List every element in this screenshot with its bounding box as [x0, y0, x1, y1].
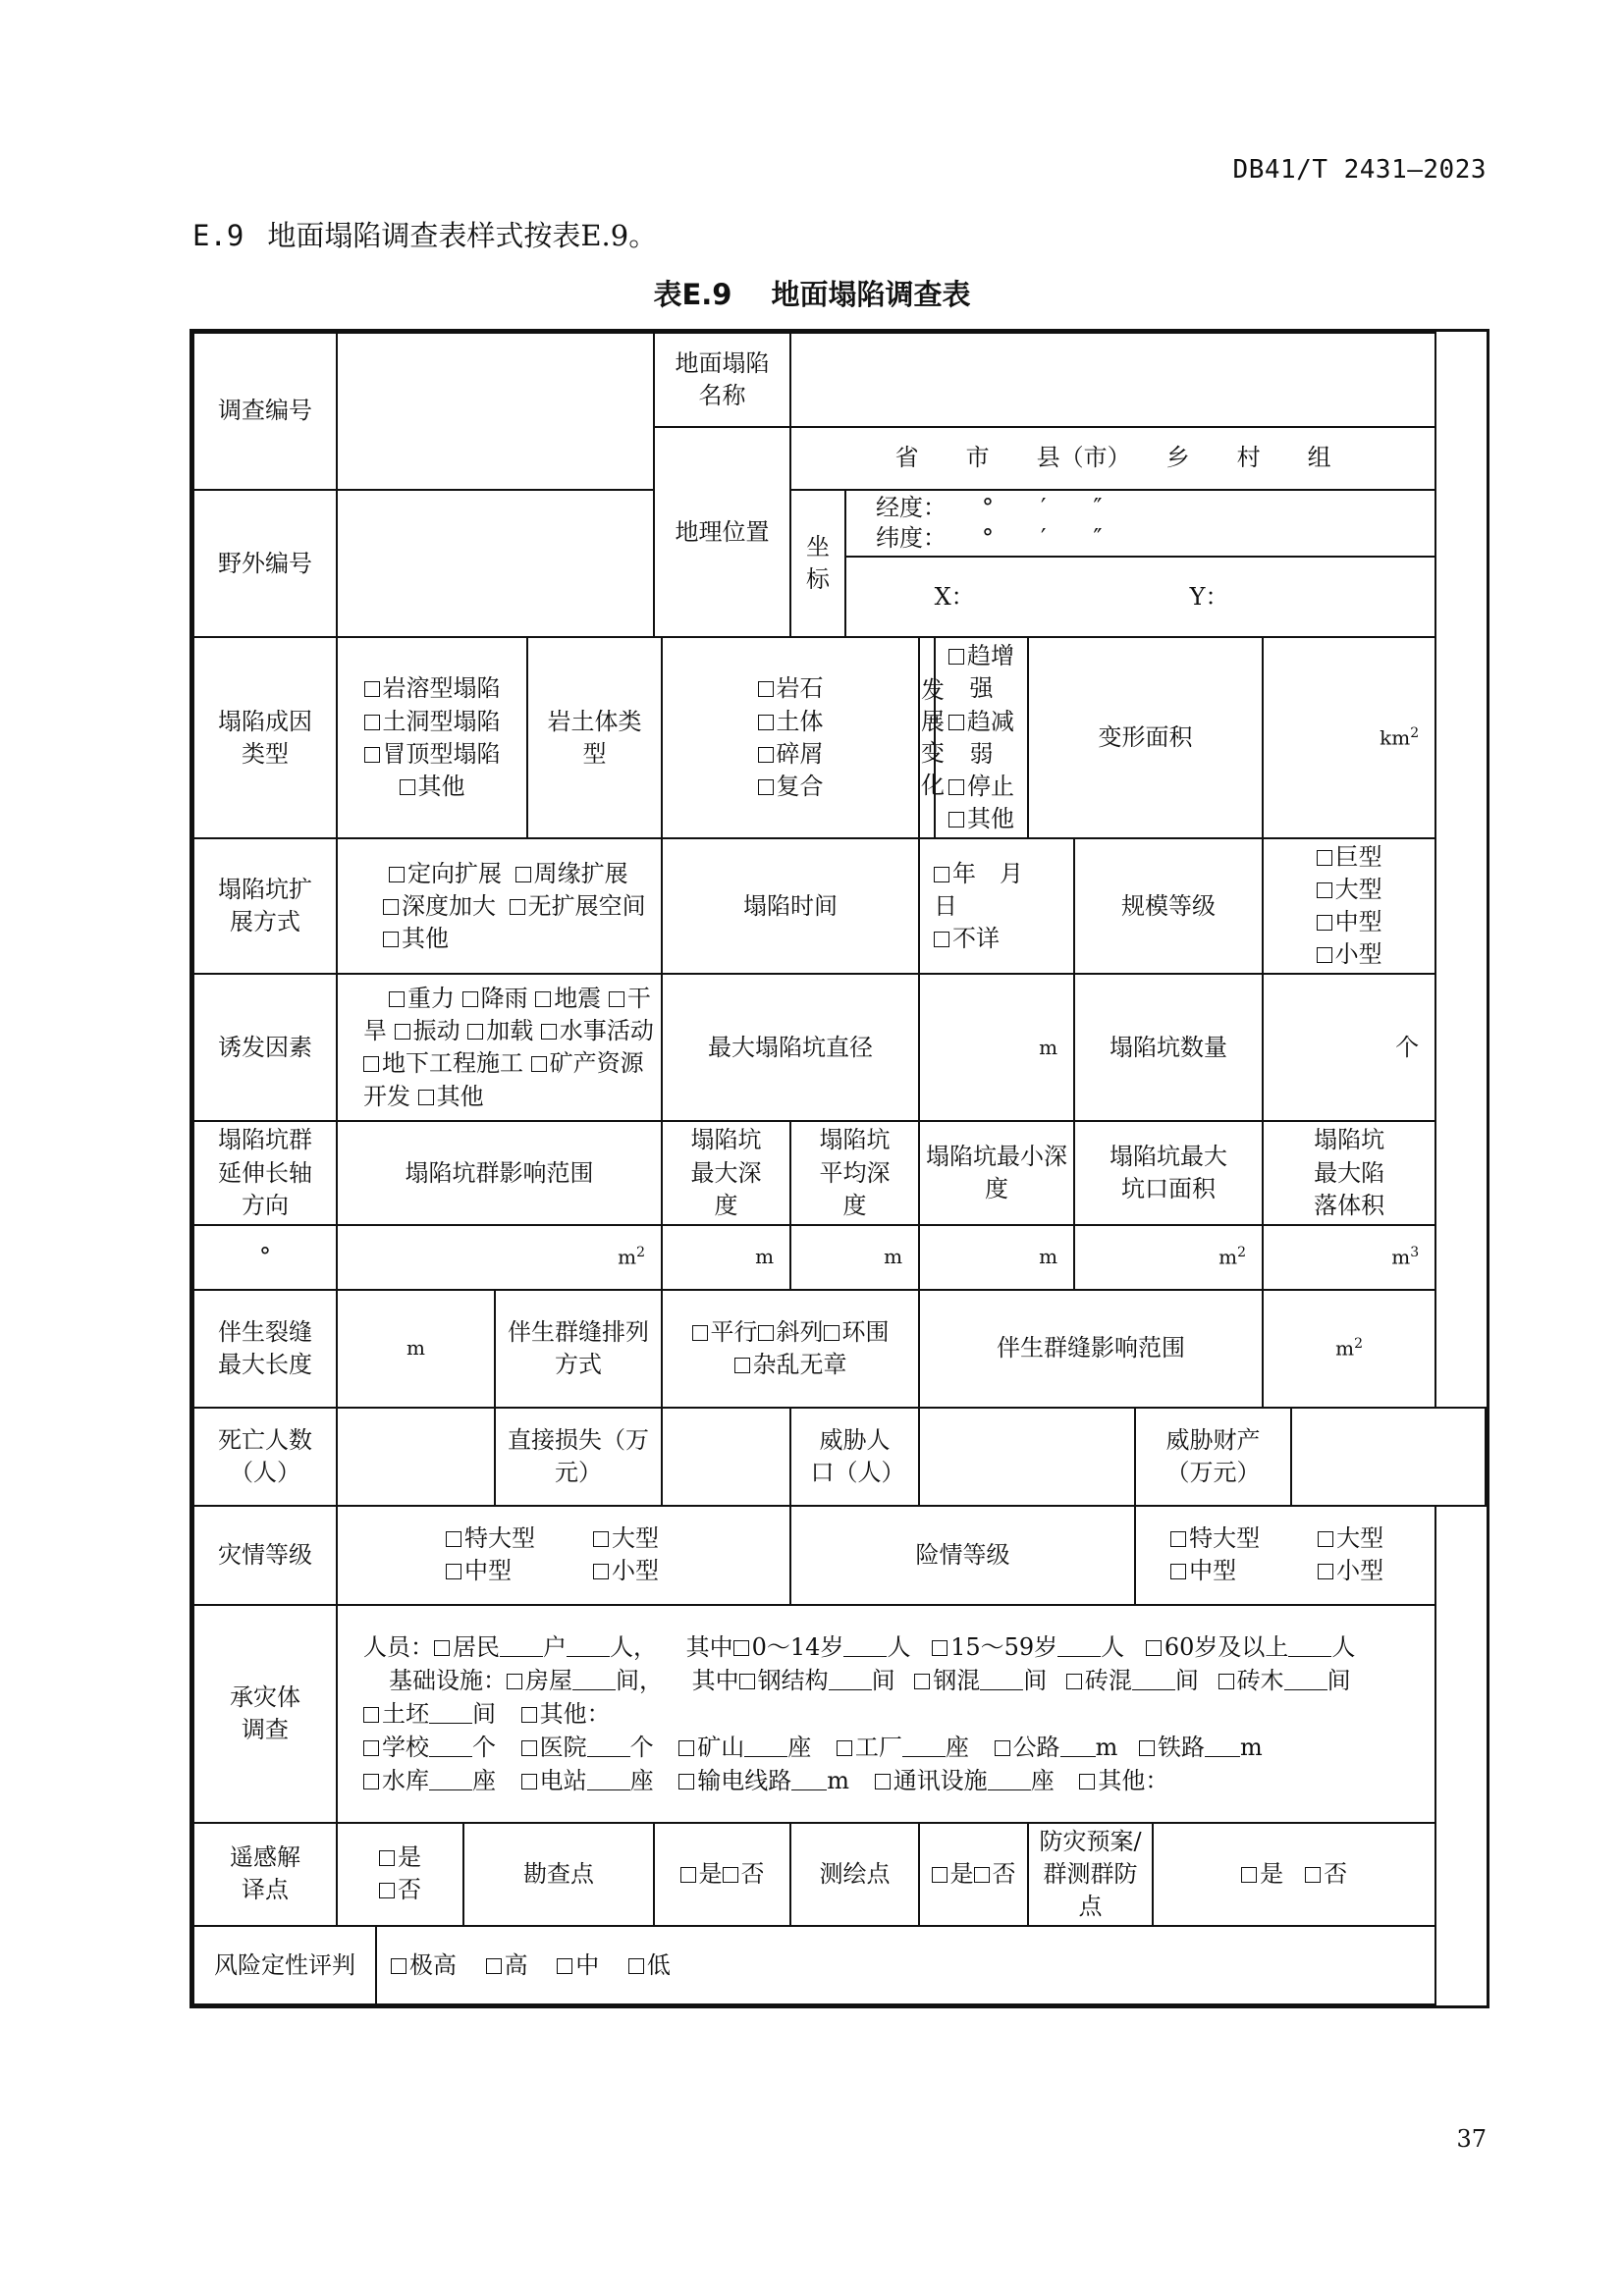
min-depth-text: 塌陷坑最小深度: [926, 1143, 1068, 1203]
cause-type-label: [193, 637, 337, 838]
bearer-utility-line: [363, 1764, 1429, 1797]
grade-option[interactable]: 特大型: [446, 1522, 593, 1555]
bearer-label: [193, 1605, 337, 1823]
brick-wood-label: 砖木: [1236, 1666, 1284, 1694]
crack-len-text: 伴生裂缝最大长度: [218, 1317, 312, 1378]
crack-option[interactable]: 环围: [824, 1318, 890, 1346]
grade-option[interactable]: 中型: [446, 1555, 593, 1587]
no-option[interactable]: [344, 1874, 457, 1906]
hospital-input[interactable]: [587, 1735, 630, 1757]
dev-trend-options: [935, 637, 1028, 838]
axis-dir-text: 塌陷坑群延伸长轴方向: [218, 1126, 312, 1219]
unit-jian: 间: [1174, 1666, 1199, 1694]
section-intro: [192, 214, 657, 254]
danger-grade-label: 险情等级: [790, 1506, 1135, 1605]
unit-m: m: [1391, 1245, 1411, 1269]
rs-point-options: [337, 1823, 463, 1926]
risk-option[interactable]: 低: [628, 1951, 671, 1979]
risk-options: [376, 1926, 1435, 2004]
earth-label: 土坯: [382, 1699, 429, 1728]
bearer-earth-line: [363, 1697, 1429, 1731]
unit-ren: 人: [887, 1632, 911, 1661]
unit-m: m: [755, 1245, 775, 1268]
rs-point-text: 遥感解译点: [230, 1843, 300, 1904]
max-mouth-label: [1074, 1121, 1263, 1224]
max-diameter-value[interactable]: [919, 974, 1074, 1121]
page-number: 37: [1456, 2125, 1487, 2153]
unit-zuo: 座: [1030, 1766, 1055, 1794]
mapping-point-options: [919, 1823, 1028, 1926]
expand-option[interactable]: 定向扩展: [389, 860, 502, 887]
age-0-14-input[interactable]: [843, 1634, 887, 1657]
cause-option[interactable]: 冒顶型塌陷: [344, 738, 520, 771]
age-0-14: 0～14岁: [751, 1632, 844, 1661]
max-diameter-label: 最大塌陷坑直径: [662, 974, 919, 1121]
trigger-option[interactable]: 重力: [389, 985, 455, 1012]
collapse-time-value[interactable]: [919, 838, 1074, 974]
crack-arr-label: [495, 1290, 662, 1408]
unit-m: m: [1095, 1733, 1118, 1761]
school-input[interactable]: [429, 1735, 472, 1757]
reservoir-input[interactable]: [429, 1768, 472, 1790]
trigger-option[interactable]: 地震: [535, 985, 601, 1012]
unit-deg: °: [259, 1243, 271, 1271]
unit-sq: 2: [1237, 1244, 1247, 1260]
section-number: E.9: [192, 219, 244, 252]
pit-count-label: 塌陷坑数量: [1074, 974, 1263, 1121]
yes-option[interactable]: [344, 1842, 457, 1874]
trend-option[interactable]: 停止: [942, 771, 1021, 803]
crack-option[interactable]: 平行: [692, 1318, 758, 1346]
crack-arr-options: [662, 1290, 919, 1408]
trigger-option[interactable]: 地下工程施工: [363, 1049, 523, 1077]
power-line-input[interactable]: [791, 1768, 827, 1790]
max-fall-value[interactable]: [1263, 1225, 1435, 1290]
cause-option[interactable]: 岩溶型塌陷: [344, 672, 520, 705]
deaths-value[interactable]: [337, 1408, 495, 1506]
infra-label: 基础设施：: [389, 1666, 507, 1694]
unit-hu: 户: [543, 1632, 567, 1661]
comm-label: 通讯设施: [893, 1766, 988, 1794]
mine-label: 矿山: [697, 1733, 745, 1761]
field-no-label: 野外编号: [193, 490, 337, 637]
disaster-grade-options: [337, 1506, 790, 1605]
unit-km: km: [1380, 725, 1411, 750]
coord-char-2: 标: [806, 565, 831, 594]
expand-mode-label: [193, 838, 337, 974]
brick-concrete-label: 砖混: [1084, 1666, 1132, 1694]
bearer-text: 承灾体调查: [230, 1682, 300, 1743]
expand-option[interactable]: 周缘扩展: [515, 860, 628, 887]
unit-m: m: [1039, 1245, 1058, 1268]
grade-option[interactable]: 大型: [593, 1522, 681, 1555]
latitude: 纬度： ° ′ ″: [876, 524, 1103, 553]
yes-label: 是: [698, 1859, 723, 1888]
scale-option[interactable]: 小型: [1270, 938, 1429, 971]
cause-type-text: 塌陷成因类型: [218, 707, 312, 768]
unit-zuo: 座: [629, 1766, 654, 1794]
deaths-label: [193, 1408, 337, 1506]
persons-label: 人员：: [363, 1632, 434, 1661]
trend-option[interactable]: 趋增强: [942, 640, 1021, 705]
plan-point-options: [1153, 1823, 1435, 1926]
age-60-plus-input[interactable]: [1288, 1634, 1331, 1657]
coord-char-1: 坐: [806, 533, 831, 561]
age-60-plus: 60岁及以上: [1164, 1632, 1289, 1661]
dev-trend-text: 发展变化: [921, 675, 946, 799]
collapse-survey-form: [192, 332, 1487, 2005]
direct-loss-value[interactable]: [662, 1408, 790, 1506]
no-label: 否: [992, 1859, 1016, 1888]
station-label: 电站: [539, 1766, 587, 1794]
trigger-option[interactable]: 加载: [467, 1017, 533, 1044]
among-label: 其中: [691, 1666, 739, 1694]
date-line[interactable]: [934, 858, 1067, 923]
yes-label: 是: [1260, 1859, 1284, 1888]
max-fall-label: [1263, 1121, 1435, 1224]
field-no-value[interactable]: [337, 490, 654, 637]
cause-type-options: [337, 637, 527, 838]
soil-option[interactable]: 复合: [669, 771, 912, 803]
resident-persons-input[interactable]: [567, 1634, 610, 1657]
danger-grade-options: [1135, 1506, 1435, 1605]
trigger-option[interactable]: 矿产资源开发: [363, 1049, 644, 1110]
hospital-label: 医院: [539, 1733, 587, 1761]
table-title: [0, 273, 1624, 313]
max-depth-value[interactable]: [662, 1225, 790, 1290]
yes-label: 是: [949, 1859, 974, 1888]
min-depth-value[interactable]: [919, 1225, 1074, 1290]
unit-m: m: [618, 1245, 637, 1269]
survey-no-value[interactable]: [337, 333, 654, 490]
resident-households-input[interactable]: [500, 1634, 543, 1657]
age-15-59-input[interactable]: [1057, 1634, 1101, 1657]
unit-ren: 人，: [610, 1632, 657, 1661]
unit-zuo: 座: [472, 1766, 496, 1794]
scale-option[interactable]: 中型: [1270, 906, 1429, 938]
risk-option[interactable]: 高: [486, 1951, 528, 1979]
expand-mode-text: 塌陷坑扩展方式: [218, 876, 312, 936]
soil-type-text: 岩土体类型: [547, 707, 642, 768]
rc-input[interactable]: [980, 1668, 1023, 1690]
date-text: 年 月 日: [934, 859, 1048, 920]
no-option[interactable]: [1305, 1860, 1347, 1888]
max-fall-text: 塌陷坑最大陷落体积: [1314, 1126, 1385, 1219]
unit-sq: 2: [1410, 724, 1420, 741]
no-label: 否: [398, 1876, 421, 1904]
threat-pop-label: [790, 1408, 919, 1506]
influence-value[interactable]: [337, 1225, 662, 1290]
direct-loss-label: 直接损失（万元）: [495, 1408, 662, 1506]
threat-prop-value[interactable]: [1291, 1408, 1486, 1506]
grade-option[interactable]: 中型: [1170, 1555, 1318, 1587]
comm-input[interactable]: [988, 1768, 1031, 1790]
expand-option[interactable]: 深度加大: [383, 892, 496, 920]
bearer-facility-line: [363, 1731, 1429, 1764]
steel-input[interactable]: [829, 1668, 872, 1690]
unit-jian: 间: [871, 1666, 895, 1694]
grade-option[interactable]: 小型: [593, 1555, 681, 1587]
among-label: 其中: [685, 1632, 733, 1661]
yes-option[interactable]: [680, 1860, 723, 1888]
brick-wood-input[interactable]: [1284, 1668, 1327, 1690]
max-depth-label: [662, 1121, 790, 1224]
plan-point-label: [1028, 1823, 1153, 1926]
admin-location-line: 省 市 县（市） 乡 村 组: [790, 427, 1435, 490]
soil-type-label: [527, 637, 662, 838]
scale-option[interactable]: 巨型: [1270, 841, 1429, 874]
min-depth-label: [919, 1121, 1074, 1224]
disaster-grade-label: 灾情等级: [193, 1506, 337, 1605]
scale-grade-options: [1263, 838, 1435, 974]
soil-option[interactable]: 碎屑: [669, 738, 912, 771]
reservoir-label: 水库: [382, 1766, 429, 1794]
max-mouth-text: 塌陷坑最大坑口面积: [1110, 1143, 1228, 1203]
crack-range-value[interactable]: [1263, 1290, 1435, 1408]
max-depth-text: 塌陷坑最大深度: [690, 1126, 762, 1219]
soil-type-options: [662, 637, 919, 838]
section-text: 地面塌陷调查表样式按表E.9。: [267, 219, 658, 252]
table-number: 表E.9: [653, 278, 732, 311]
longitude: 经度： ° ′ ″: [876, 494, 1103, 521]
crack-option[interactable]: 斜列: [758, 1318, 824, 1346]
house-input[interactable]: [572, 1668, 616, 1690]
unit-jian: 间: [472, 1699, 496, 1728]
threat-pop-value[interactable]: [919, 1408, 1135, 1506]
other-label: 其他：: [1098, 1766, 1169, 1794]
threat-prop-label: [1135, 1408, 1291, 1506]
unit-zuo: 座: [787, 1733, 812, 1761]
unit-m: m: [827, 1766, 850, 1794]
road-label: 公路: [1012, 1733, 1060, 1761]
axis-dir-label: [193, 1121, 337, 1224]
no-label: 否: [740, 1859, 765, 1888]
unknown-text: 不详: [952, 924, 1001, 952]
mapping-point-label: 测绘点: [790, 1823, 919, 1926]
pit-count-value[interactable]: [1263, 974, 1435, 1121]
deaths-text: 死亡人数（人）: [218, 1425, 312, 1486]
unit-sq: 2: [636, 1244, 646, 1260]
station-input[interactable]: [587, 1768, 630, 1790]
rail-input[interactable]: [1205, 1735, 1240, 1757]
risk-option[interactable]: 中: [557, 1951, 599, 1979]
expand-option[interactable]: 无扩展空间: [510, 892, 646, 920]
survey-no-label: 调查编号: [193, 333, 337, 490]
soil-option[interactable]: 岩石: [669, 672, 912, 705]
house-label: 房屋: [525, 1666, 572, 1694]
expand-option[interactable]: 其他: [383, 925, 449, 952]
unit-sq: 2: [1354, 1335, 1364, 1352]
deform-area-label: 变形面积: [1028, 637, 1263, 838]
axis-dir-value[interactable]: [193, 1225, 337, 1290]
trigger-label: 诱发因素: [193, 974, 337, 1121]
steel-label: 钢结构: [757, 1666, 829, 1694]
grade-option[interactable]: 大型: [1318, 1522, 1400, 1555]
risk-option[interactable]: 极高: [391, 1951, 457, 1979]
unit-ge: 个: [629, 1733, 654, 1761]
avg-depth-value[interactable]: [790, 1225, 919, 1290]
brick-concrete-input[interactable]: [1132, 1668, 1175, 1690]
table-title-text: 地面塌陷调查表: [771, 278, 971, 311]
threat-prop-text: 威胁财产（万元）: [1165, 1425, 1261, 1486]
bearer-infra-line: [363, 1664, 1429, 1697]
collapse-name-value[interactable]: [790, 333, 1435, 427]
unit-m: m: [884, 1245, 903, 1268]
avg-depth-text: 塌陷坑平均深度: [819, 1126, 891, 1219]
dev-trend-label: [919, 637, 946, 838]
trigger-option[interactable]: 其他: [418, 1083, 484, 1110]
no-option[interactable]: [723, 1860, 765, 1888]
y-label: Y：: [1189, 582, 1229, 611]
deform-area-value[interactable]: [1263, 637, 1435, 838]
soil-option[interactable]: 土体: [669, 706, 912, 738]
collapse-name-label: [654, 333, 790, 427]
lon-lat-cell: [845, 490, 1435, 557]
unknown-option[interactable]: [934, 923, 1067, 955]
no-label: 否: [1324, 1859, 1348, 1888]
unit-ren: 人: [1331, 1632, 1356, 1661]
factory-label: 工厂: [854, 1733, 902, 1761]
unit-jian: 间: [1326, 1666, 1351, 1694]
factory-input[interactable]: [902, 1735, 946, 1757]
unit-m: m: [1039, 1035, 1058, 1059]
crack-option[interactable]: 杂乱无章: [734, 1351, 847, 1378]
other-label: 其他：: [539, 1699, 611, 1728]
rs-point-label: [193, 1823, 337, 1926]
yes-option[interactable]: [1241, 1860, 1283, 1888]
crack-len-value[interactable]: [337, 1290, 495, 1408]
crack-range-label: 伴生群缝影响范围: [919, 1290, 1263, 1408]
trigger-option[interactable]: 干旱: [363, 985, 651, 1045]
standard-code: DB41/T 2431—2023: [1232, 155, 1487, 185]
scale-option[interactable]: 大型: [1270, 874, 1429, 906]
mine-input[interactable]: [744, 1735, 787, 1757]
grade-option[interactable]: 特大型: [1170, 1522, 1318, 1555]
unit-m: m: [1239, 1733, 1263, 1761]
plan-point-text: 防灾预案/群测群防点: [1039, 1827, 1142, 1921]
trend-option[interactable]: 其他: [942, 803, 1021, 835]
survey-point-options: [654, 1823, 790, 1926]
crack-arr-text: 伴生群缝排列方式: [508, 1317, 649, 1378]
unit-m: m: [1218, 1245, 1238, 1269]
survey-point-label: 勘查点: [463, 1823, 654, 1926]
no-option[interactable]: [974, 1860, 1016, 1888]
road-input[interactable]: [1060, 1735, 1096, 1757]
collapse-time-label: 塌陷时间: [662, 838, 919, 974]
trigger-option[interactable]: 水事活动: [541, 1017, 654, 1044]
unit-ren: 人: [1101, 1632, 1125, 1661]
unit-m: m: [406, 1336, 425, 1360]
trigger-options: [337, 974, 662, 1121]
expand-mode-options: [337, 838, 662, 974]
resident-label: 居民: [453, 1632, 500, 1661]
influence-label: 塌陷坑群影响范围: [337, 1121, 662, 1224]
crack-len-label: [193, 1290, 337, 1408]
trigger-option[interactable]: 振动: [395, 1017, 460, 1044]
scale-grade-label: 规模等级: [1074, 838, 1263, 974]
avg-depth-label: [790, 1121, 919, 1224]
trend-option[interactable]: 趋减弱: [942, 706, 1021, 771]
earth-input[interactable]: [429, 1701, 472, 1724]
trigger-option[interactable]: 降雨: [462, 985, 528, 1012]
threat-pop-text: 威胁人口（人）: [810, 1425, 905, 1486]
school-label: 学校: [382, 1733, 429, 1761]
x-label: X：: [934, 582, 975, 611]
unit-ge: 个: [472, 1733, 496, 1761]
grade-option[interactable]: 小型: [1318, 1555, 1400, 1587]
max-mouth-value[interactable]: [1074, 1225, 1263, 1290]
bearer-survey-body: [337, 1605, 1435, 1823]
bearer-persons-line: [363, 1630, 1429, 1664]
coord-label: [790, 490, 845, 637]
rail-label: 铁路: [1157, 1733, 1205, 1761]
cause-option[interactable]: 其他: [344, 771, 520, 803]
age-15-59: 15～59岁: [950, 1632, 1058, 1661]
unit-jian: 间，: [616, 1666, 663, 1694]
collapse-name-label-text: 地面塌陷名称: [675, 348, 770, 409]
unit-zuo: 座: [945, 1733, 969, 1761]
xy-cell: [845, 557, 1435, 637]
unit-jian: 间: [1023, 1666, 1048, 1694]
cause-option[interactable]: 土洞型塌陷: [344, 706, 520, 738]
risk-label: 风险定性评判: [193, 1926, 376, 2004]
yes-label: 是: [398, 1843, 421, 1872]
unit-ge: 个: [1395, 1033, 1420, 1061]
yes-option[interactable]: [932, 1860, 974, 1888]
location-label: 地理位置: [654, 427, 790, 637]
power-line-label: 输电线路: [697, 1766, 792, 1794]
unit-m: m: [1335, 1336, 1355, 1361]
unit-cube: 3: [1410, 1244, 1420, 1260]
rc-label: 钢混: [933, 1666, 981, 1694]
